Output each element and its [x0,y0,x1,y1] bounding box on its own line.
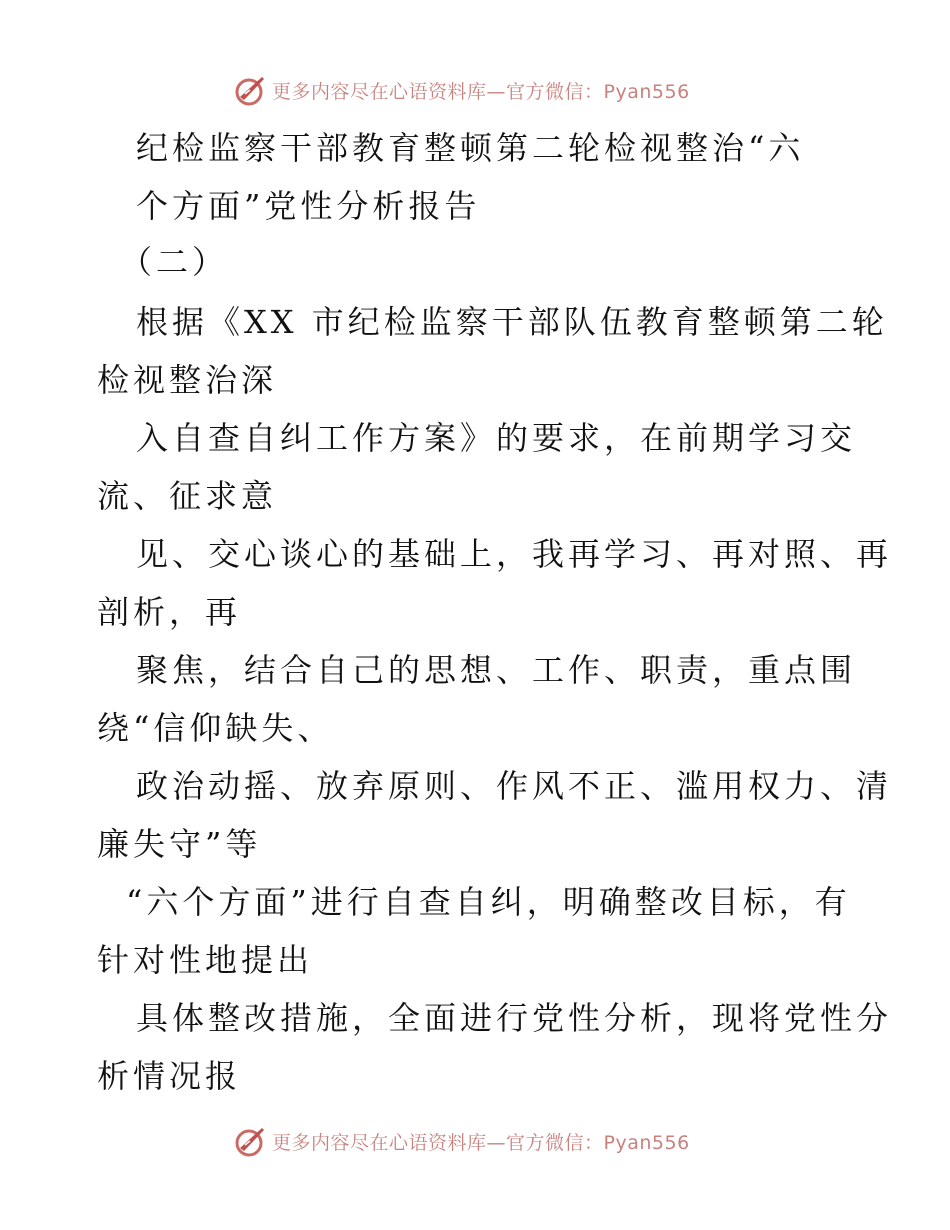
paragraph-line: 廉失守”等 [97,825,262,863]
paragraph-line: “六个方面”进行自查自纠，明确整改目标，有 [126,883,851,921]
paragraph-line: 针对性地提出 [97,941,314,979]
quill-logo-icon [234,1124,268,1158]
paragraph-line: 剖析，再 [97,593,242,631]
title-line: 纪检监察干部教育整顿第二轮检视整治“六 [136,129,805,167]
paragraph-line: 析情况报 [97,1057,242,1095]
paragraph-line: 聚焦，结合自己的思想、工作、职责，重点围 [136,651,857,689]
wechat-id: Pyan556 [603,1131,690,1154]
paragraph-line: 检视整治深 [97,361,278,399]
paragraph-line: 根据《XX 市纪检监察干部队伍教育整顿第二轮 [136,303,888,341]
watermark-banner-bottom [234,1121,690,1161]
watermark-text: 更多内容尽在心语资料库—官方微信：Pyan556 [272,80,690,103]
paragraph-line: 入自查自纠工作方案》的要求，在前期学习交 [136,419,857,457]
title-subtitle: （二） [120,243,229,281]
title-line: 个方面”党性分析报告 [136,187,481,225]
wechat-id: Pyan556 [603,80,690,103]
watermark-text: 更多内容尽在心语资料库—官方微信：Pyan556 [272,1131,690,1154]
paragraph-line: 绕“信仰缺失、 [97,709,334,747]
paragraph-line: 流、征求意 [97,477,278,515]
paragraph-line: 政治动摇、放弃原则、作风不正、滥用权力、清 [136,767,893,805]
paragraph-line: 见、交心谈心的基础上，我再学习、再对照、再 [136,535,893,573]
paragraph-line: 具体整改措施，全面进行党性分析，现将党性分 [136,999,893,1037]
